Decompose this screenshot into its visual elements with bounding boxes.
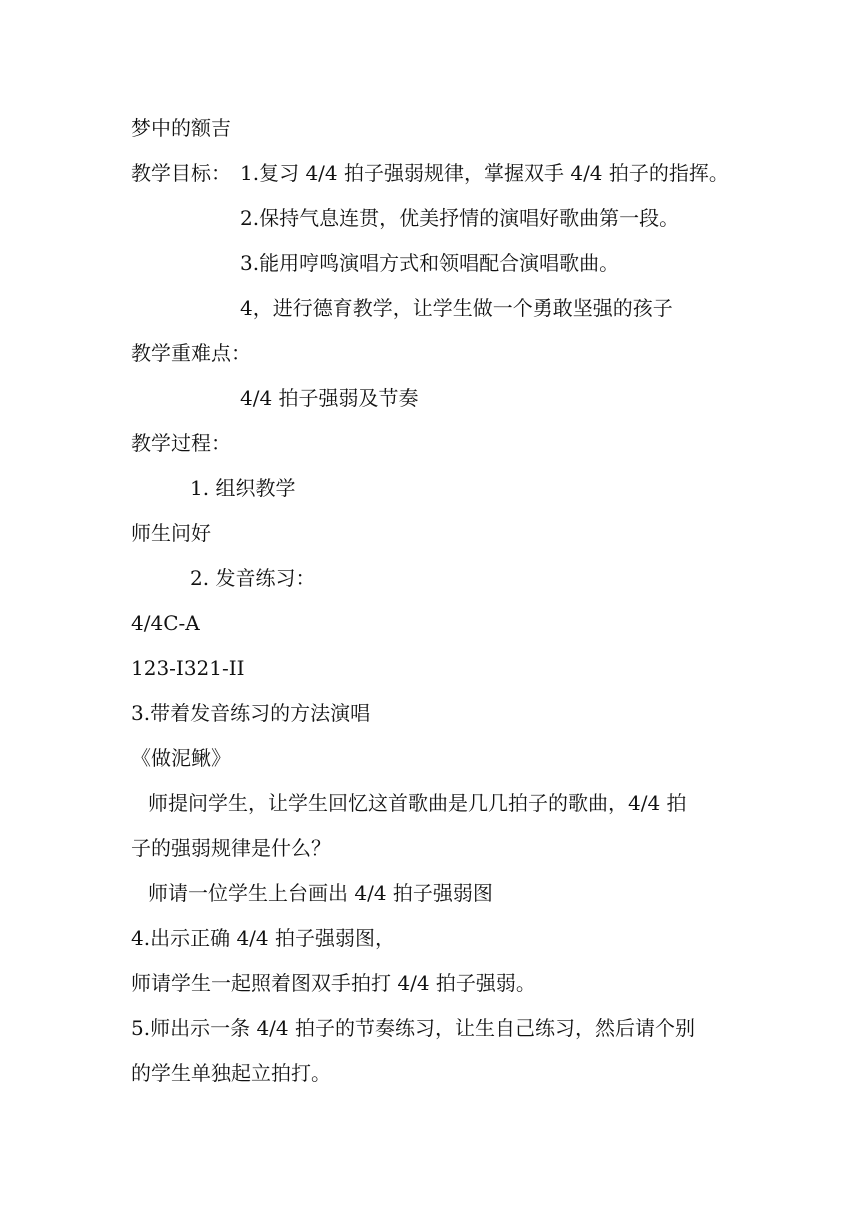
objectives-label: 教学目标：	[131, 161, 231, 185]
process-label: 教学过程：	[131, 431, 231, 455]
process-step-3: 3.带着发音练习的方法演唱	[131, 701, 371, 725]
question-line-1: 师提问学生，让学生回忆这首歌曲是几几拍子的歌曲，4/4 拍	[148, 791, 687, 815]
objective-item-1: 1.复习 4/4 拍子强弱规律，掌握双手 4/4 拍子的指挥。	[240, 161, 729, 185]
greeting-text: 师生问好	[131, 521, 211, 545]
process-step-5-line-2: 的学生单独起立拍打。	[131, 1061, 331, 1085]
process-step-1: 1. 组织教学	[190, 476, 296, 500]
objective-item-4: 4，进行德育教学，让学生做一个勇敢坚强的孩子	[240, 296, 673, 320]
key-points-content: 4/4 拍子强弱及节奏	[240, 386, 419, 410]
lesson-title: 梦中的额吉	[131, 116, 231, 140]
objective-item-2: 2.保持气息连贯，优美抒情的演唱好歌曲第一段。	[240, 206, 680, 230]
exercise-notes: 123-I321-II	[131, 656, 245, 680]
song-title: 《做泥鳅》	[131, 746, 231, 770]
objective-item-3: 3.能用哼鸣演唱方式和领唱配合演唱歌曲。	[240, 251, 620, 275]
key-points-label: 教学重难点：	[131, 341, 251, 365]
draw-instruction: 师请一位学生上台画出 4/4 拍子强弱图	[148, 881, 493, 905]
process-step-5-line-1: 5.师出示一条 4/4 拍子的节奏练习，让生自己练习，然后请个别	[131, 1016, 695, 1040]
clap-instruction: 师请学生一起照着图双手拍打 4/4 拍子强弱。	[131, 971, 536, 995]
question-line-2: 子的强弱规律是什么？	[131, 836, 331, 860]
process-step-2: 2. 发音练习：	[190, 566, 316, 590]
exercise-key: 4/4C-A	[131, 611, 200, 635]
process-step-4: 4.出示正确 4/4 拍子强弱图，	[131, 926, 395, 950]
